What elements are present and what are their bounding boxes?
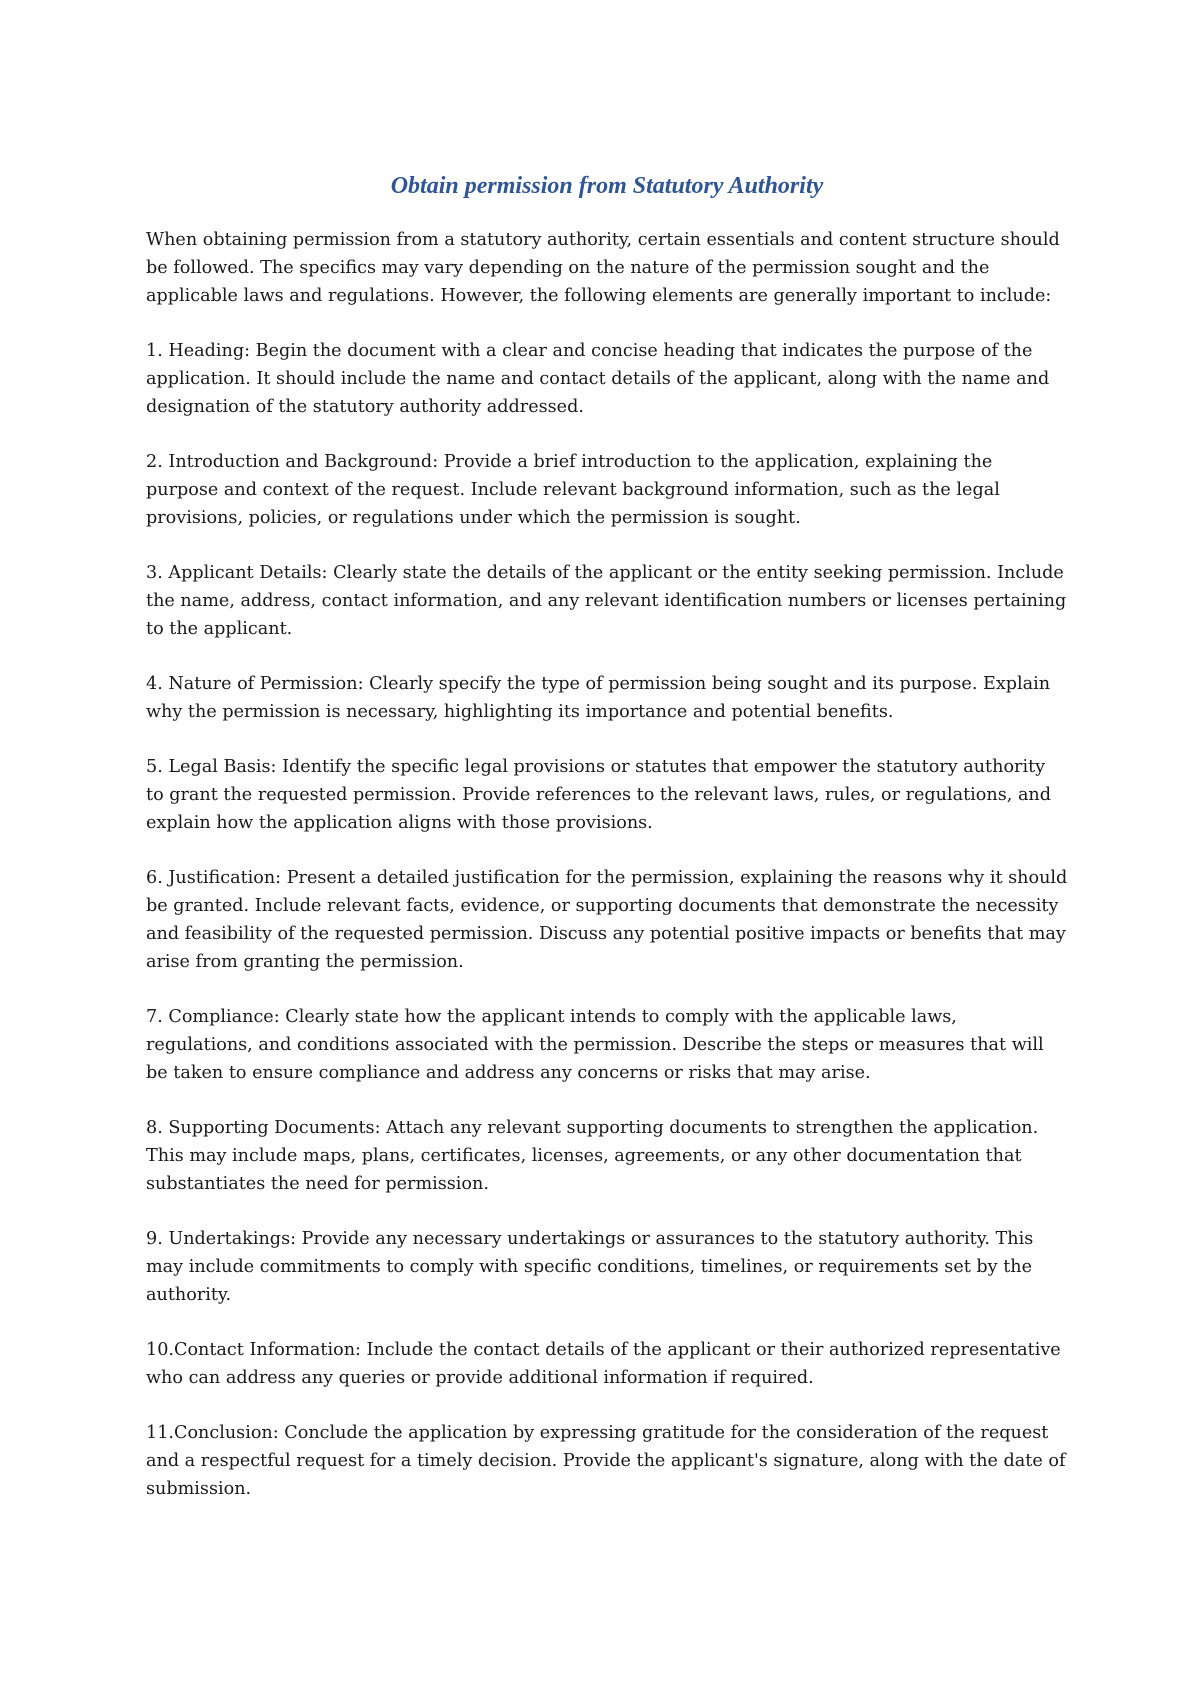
item-justification: 6. Justification: Present a detailed justification for the permission, explaining the reasons why it should be granted. Include relevant facts, evidence, or supporting documents that demonstrate the necessity and feasibility of the requested permission. Discuss any potential positive impacts or benefits that may arise from granting the permission. bbox=[146, 868, 1068, 972]
item-contact-information: 10.Contact Information: Include the contact details of the applicant or their authorized representative who can address any queries or provide additional information if required. bbox=[146, 1340, 1061, 1388]
document-title: Obtain permission from Statutory Authority bbox=[390, 173, 824, 199]
item-conclusion: 11.Conclusion: Conclude the application by expressing gratitude for the consideration of the request and a respectful request for a timely decision. Provide the applicant's signature, along with the date of submission. bbox=[146, 1423, 1066, 1499]
item-compliance: 7. Compliance: Clearly state how the applicant intends to comply with the applicable laws, regulations, and conditions associated with the permission. Describe the steps or measures that will be taken to ensure compliance and address any concerns or risks that may arise. bbox=[146, 1007, 1044, 1083]
item-nature-of-permission: 4. Nature of Permission: Clearly specify the type of permission being sought and its purpose. Explain why the permission is necessary, highlighting its importance and potential benefits. bbox=[146, 674, 1051, 722]
item-undertakings: 9. Undertakings: Provide any necessary undertakings or assurances to the statutory authority. This may include commitments to comply with specific conditions, timelines, or requirements set by the authority. bbox=[146, 1229, 1034, 1305]
item-applicant-details: 3. Applicant Details: Clearly state the details of the applicant or the entity seeking permission. Include the name, address, contact information, and any relevant identification numbers or licenses pertaining to the applicant. bbox=[146, 563, 1067, 639]
item-supporting-documents: 8. Supporting Documents: Attach any relevant supporting documents to strengthen the application. This may include maps, plans, certificates, licenses, agreements, or any other documentation that substantiates the need for permission. bbox=[146, 1118, 1039, 1194]
item-introduction-background: 2. Introduction and Background: Provide a brief introduction to the application, explaining the purpose and context of the request. Include relevant background information, such as the legal provisions, policies, or regulations under which the permission is sought. bbox=[146, 452, 1000, 528]
item-heading: 1. Heading: Begin the document with a clear and concise heading that indicates the purpose of the application. It should include the name and contact details of the applicant, along with the name and designation of the statutory authority addressed. bbox=[146, 341, 1050, 417]
item-legal-basis: 5. Legal Basis: Identify the specific legal provisions or statutes that empower the statutory authority to grant the requested permission. Provide references to the relevant laws, rules, or regulations, and explain how the application aligns with those provisions. bbox=[146, 757, 1052, 833]
intro-paragraph: When obtaining permission from a statutory authority, certain essentials and content structure should be followed. The specifics may vary depending on the nature of the permission sought and the applicable laws and regulations. However, the following elements are generally important to include: bbox=[146, 230, 1060, 306]
document-body bbox=[146, 170, 1068, 1530]
